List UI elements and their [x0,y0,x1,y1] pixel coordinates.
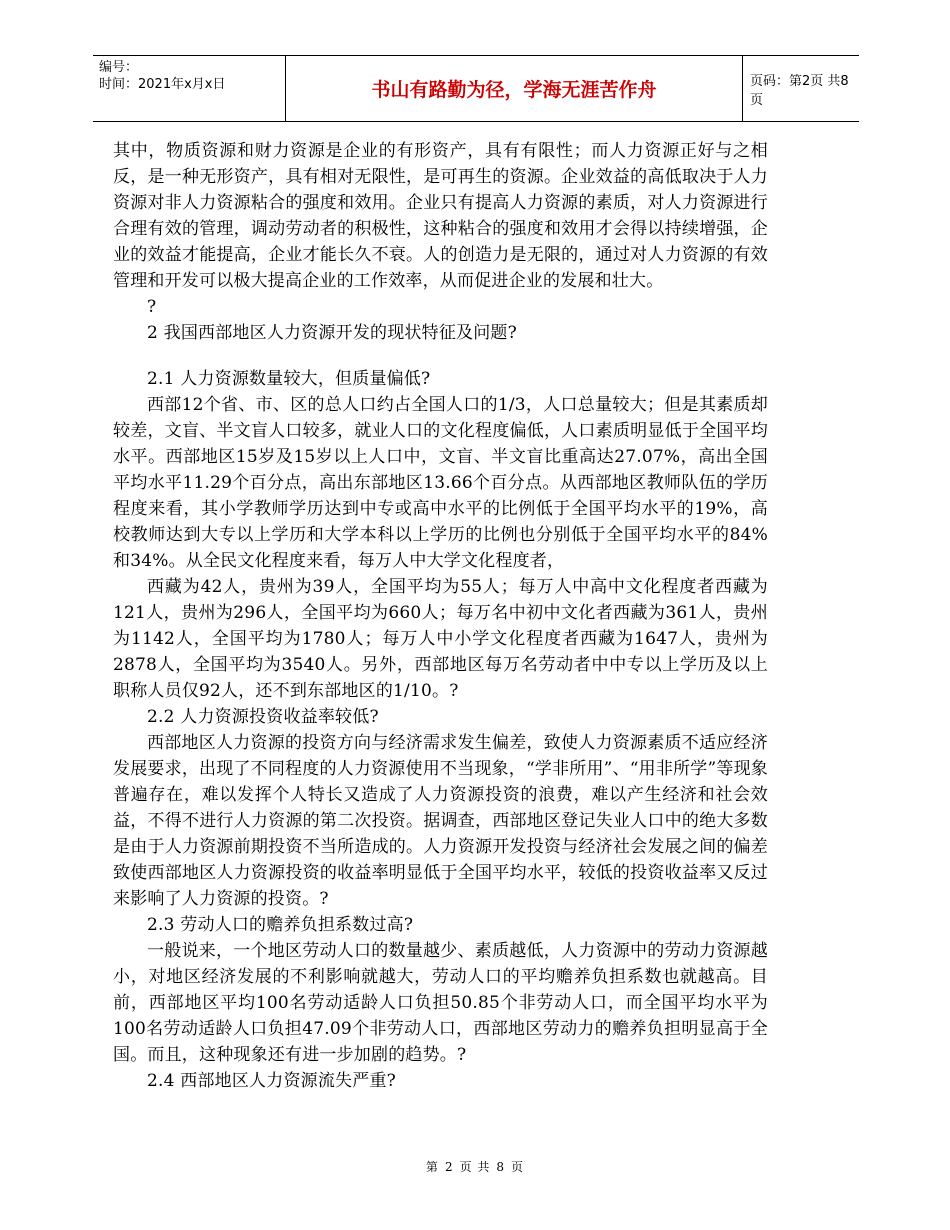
subsection-heading: 2.1 人力资源数量较大，但质量偏低? [147,369,431,389]
body-paragraph: 西部12个省、市、区的总人口约占全国人口的1/3，人口总量较大；但是其素质却较差，文盲、半文盲人口较多，就业人口的文化程度偏低，人口素质明显低于全国平均水平。西部地区15岁及15岁以上人口中，文盲、半文盲比重高达27.07%，高出全国平均水平11.29个百分点，高出东部地区13.66个百分点。从西部地区教师队伍的学历程度来看，其小学教师学历达到中专或高中水平的比例低于全国平均水平的19%，高校教师达到大专以上学历和大学本科以上学历的比例也分别低于全国平均水平的84%和34%。从全民文化程度来看，每万人中大学文化程度者， [113,395,768,571]
spacer [113,346,768,366]
subsection-heading: 2.3 劳动人口的赡养负担系数过高? [147,915,414,935]
page-header [93,55,859,122]
document-body [113,138,768,1094]
document-time-label: 时间：2021年x月x日 [99,77,226,92]
body-paragraph: ? [147,297,157,317]
header-motto: 书山有路勤为径，学海无涯苦作舟 [285,56,743,121]
footer-current-page: 2 [444,1160,454,1174]
document-number-label: 编号： [99,60,139,75]
subsection-heading: 2.4 西部地区人力资源流失严重? [147,1071,396,1091]
footer-mid: 页 共 [459,1160,491,1174]
header-meta [93,56,285,121]
body-paragraph: 一般说来，一个地区劳动人口的数量越少、素质越低，人力资源中的劳动力资源越小，对地区经济发展的不利影响就越大，劳动人口的平均赡养负担系数也就越高。目前，西部地区平均100名劳动适龄人口负担50.85个非劳动人口，而全国平均水平为100名劳动适龄人口负担47.09个非劳动人口，西部地区劳动力的赡养负担明显高于全国。而且，这种现象还有进一步加剧的趋势。? [113,941,768,1065]
section-heading: 2 我国西部地区人力资源开发的现状特征及问题? [147,323,517,343]
body-paragraph: 其中，物质资源和财力资源是企业的有形资产，具有有限性；而人力资源正好与之相反，是一种无形资产，具有相对无限性，是可再生的资源。企业效益的高低取决于人力资源对非人力资源粘合的强度和效用。企业只有提高人力资源的素质，对人力资源进行合理有效的管理，调动劳动者的积极性，这种粘合的强度和效用才会得以持续增强，企业的效益才能提高，企业才能长久不衰。人的创造力是无限的，通过对人力资源的有效管理和开发可以极大提高企业的工作效率，从而促进企业的发展和壮大。 [113,141,768,291]
footer-suffix: 页 [511,1160,525,1174]
body-paragraph: 西藏为42人，贵州为39人，全国平均为55人；每万人中高中文化程度者西藏为121人，贵州为296人，全国平均为660人；每万名中初中文化者西藏为361人，贵州为1142人，全国平均为1780人；每万人中小学文化程度者西藏为1647人，贵州为2878人，全国平均为3540人。另外，西部地区每万名劳动者中中专以上学历及以上职称人员仅92人，还不到东部地区的1/10。? [113,577,768,701]
body-paragraph: 西部地区人力资源的投资方向与经济需求发生偏差，致使人力资源素质不适应经济发展要求，出现了不同程度的人力资源使用不当现象，“学非所用”、“用非所学”等现象普遍存在，难以发挥个人特长又造成了人力资源投资的浪费，难以产生经济和社会效益，不得不进行人力资源的第二次投资。据调查，西部地区登记失业人口中的绝大多数是由于人力资源前期投资不当所造成的。人力资源开发投资与经济社会发展之间的偏差致使西部地区人力资源投资的收益率明显低于全国平均水平，较低的投资收益率又反过来影响了人力资源的投资。? [113,733,768,909]
footer-prefix: 第 [425,1160,439,1174]
header-page-number: 页码：第2页 共8页 [750,73,849,108]
page-footer [0,1158,950,1175]
footer-total-pages: 8 [496,1160,506,1174]
subsection-heading: 2.2 人力资源投资收益率较低? [147,707,379,727]
